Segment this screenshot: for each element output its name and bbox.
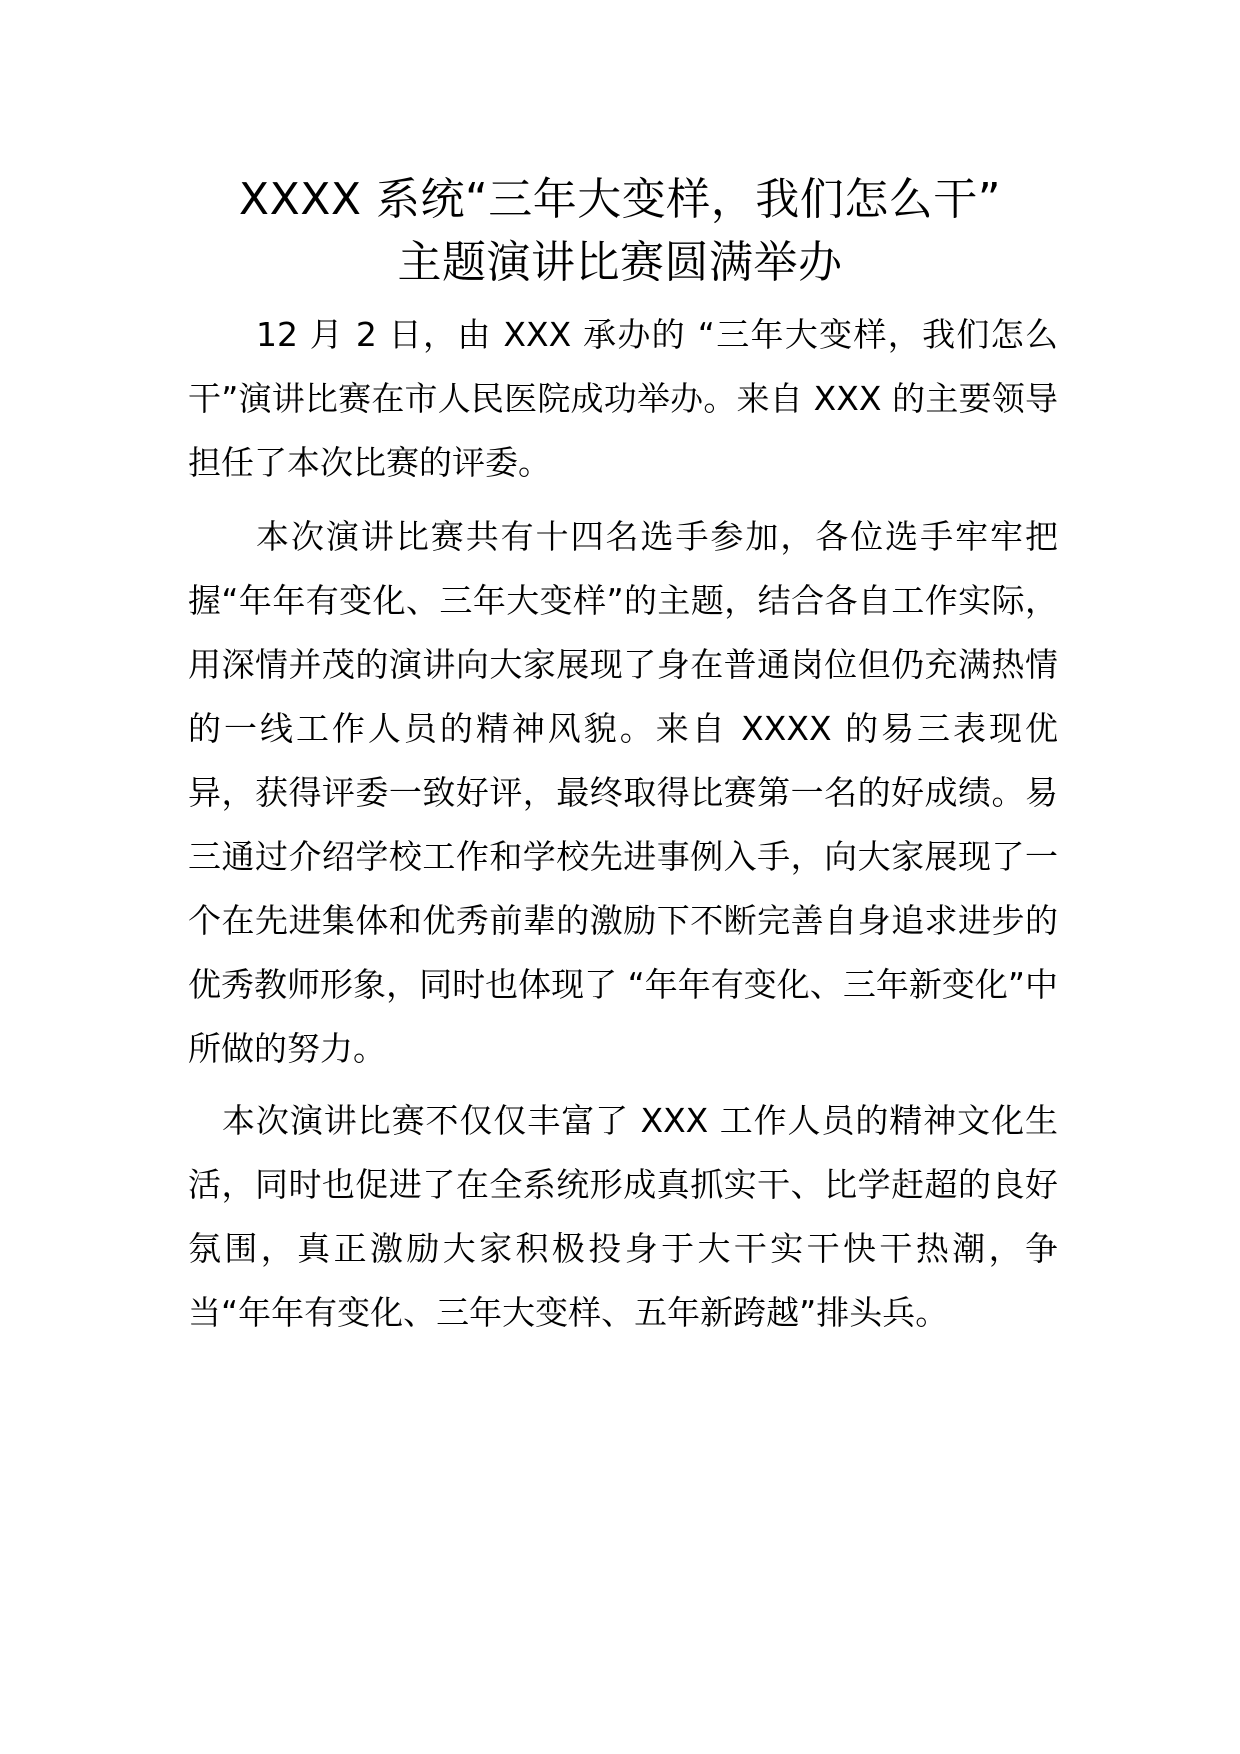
document-title-line-2: 主题演讲比赛圆满举办 <box>397 237 843 288</box>
paragraph-2: 本次演讲比赛共有十四名选手参加，各位选手牢牢把握“年年有变化、三年大变样”的主题，结合各自工作实际，用深情并茂的演讲向大家展现了身在普通岗位但仍充满热情的一线工作人员的精神风貌。来自 XXXX 的易三表现优异，获得评委一致好评，最终取得比赛第一名的好成绩。易三通过介绍学校工作和学校先进事例入手，向大家展现了一个在先进集体和优秀前辈的激励下不断完善自身追求进步的优秀教师形象，同时也体现了 “年年有变化、三年新变化”中所做的努力。 <box>188 517 1058 1068</box>
paragraph-1: 12 月 2 日，由 XXX 承办的 “三年大变样，我们怎么干”演讲比赛在市人民医院成功举办。来自 XXX 的主要领导担任了本次比赛的评委。 <box>188 315 1058 482</box>
document-title-line-1: XXXX 系统“三年大变样，我们怎么干” <box>238 174 1002 225</box>
document-body <box>188 303 1058 1345</box>
paragraph-3: 本次演讲比赛不仅仅丰富了 XXX 工作人员的精神文化生活，同时也促进了在全系统形成真抓实干、比学赶超的良好氛围，真正激励大家积极投身于大干实干快干热潮，争当“年年有变化、三年大变样、五年新跨越”排头兵。 <box>188 1101 1058 1332</box>
